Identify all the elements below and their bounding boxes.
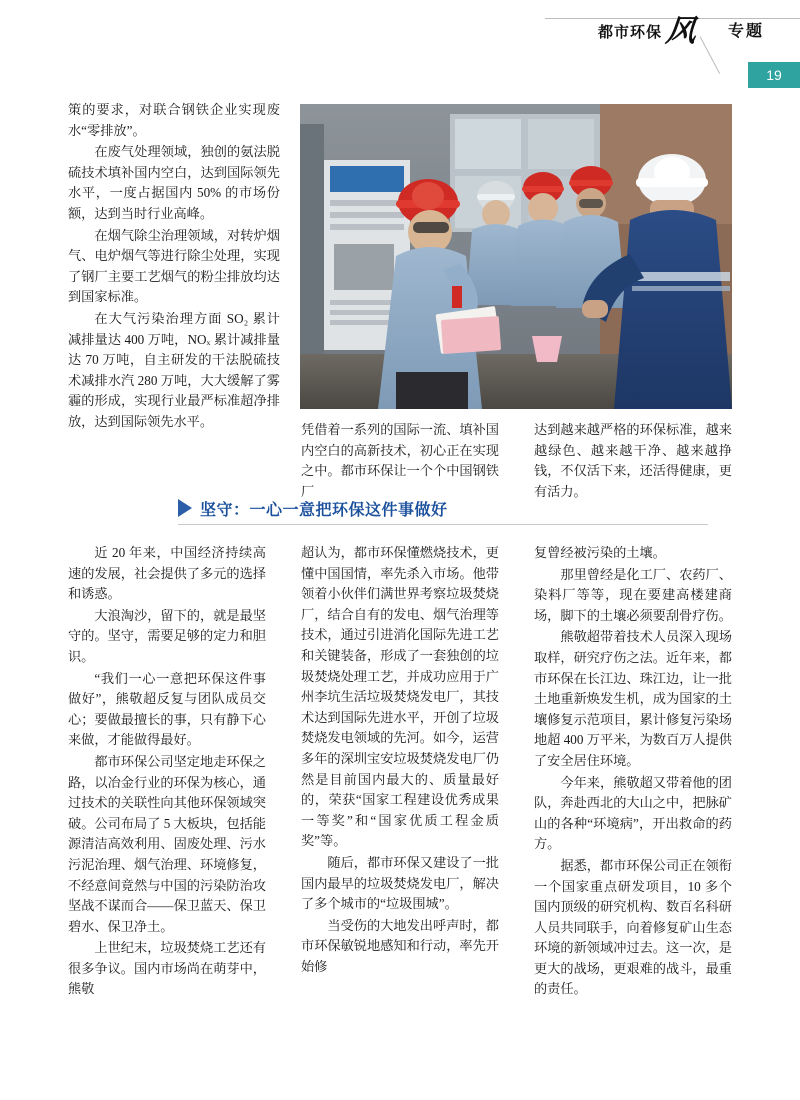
mid-strip — [68, 420, 732, 499]
section-tag: 专题 — [728, 23, 765, 40]
triangle-marker-icon — [178, 499, 192, 517]
page-number-badge: 19 — [748, 62, 800, 88]
top-left-text-column — [68, 100, 280, 434]
bottom-column-2 — [301, 543, 499, 978]
bottom-zone — [68, 543, 732, 1063]
masthead-logo-icon: 风 — [664, 15, 698, 48]
paragraph: 近 20 年来，中国经济持续高速的发展，社会提供了多元的选择和诱惑。 — [68, 545, 266, 602]
paragraph: 超认为，都市环保懂燃烧技术，更懂中国国情，率先杀入市场。他带领着小伙伴们满世界考察垃圾焚烧厂，结合自有的发电、烟气治理等技术，通过引进消化国际先进工艺和关键装备，形成了一套独创的垃圾焚烧处理工艺，并成功应用于广州李坑生活垃圾焚烧发电厂，其技术达到国际先进水平，开创了垃圾焚烧发电领域的先河。如今，运营多年的深圳宝安垃圾焚烧发电厂仍然是目前国内最大的、质量最好的，荣获“国家工程建设优秀成果一等奖”和“国家优质工程金质奖”等。 — [301, 545, 499, 849]
paragraph: 大浪淘沙，留下的，就是最坚守的。坚守，需要足够的定力和胆识。 — [68, 607, 266, 664]
paragraph: 策的要求，对联合钢铁企业实现废水“零排放”。 — [68, 102, 280, 138]
masthead — [598, 14, 696, 50]
paragraph: 那里曾经是化工厂、农药厂、染料厂等等，现在要建高楼建商场，脚下的土壤必须要刮骨疗伤。 — [534, 566, 732, 623]
mid-column-2 — [301, 420, 499, 503]
paragraph: 凭借着一系列的国际一流、填补国内空白的高新技术，初心正在实现之中。都市环保让一个个中国钢铁厂 — [301, 422, 499, 499]
top-zone — [68, 100, 732, 429]
mid-column-3 — [534, 420, 732, 503]
bottom-column-1 — [68, 543, 266, 1001]
paragraph: 都市环保公司坚定地走环保之路，以冶金行业的环保为核心，通过技术的关联性向其他环保领域突破。公司布局了 5 大板块，包括能源清洁高效利用、固废处理、污水污泥治理、烟气治理、环境修复，不经意间竟然与中国的污染防治攻坚战不谋而合——保卫蓝天、保卫碧水、保卫净土。 — [68, 753, 266, 934]
paragraph: “我们一心一意把环保这件事做好”，熊敬超反复与团队成员交心；要做最擅长的事，只有静下心来做，才能做得最好。 — [68, 670, 266, 748]
page-header — [0, 0, 800, 92]
paragraph: 复曾经被污染的土壤。 — [534, 545, 666, 560]
site-photo — [300, 104, 732, 409]
paragraph: 在烟气除尘治理领域，对转炉烟气、电炉烟气等进行除尘处理，实现了钢厂主要工艺烟气的粉尘排放均达到国家标准。 — [68, 227, 280, 305]
paragraph: 随后，都市环保又建设了一批国内最早的垃圾焚烧发电厂，解决了多个城市的“垃圾围城”。 — [301, 854, 499, 912]
paragraph: 在废气处理领域，独创的氨法脱硫技术填补国内空白，达到国际领先水平，一度占据国内 50% 的市场份额，达到当时行业高峰。 — [68, 144, 280, 221]
paragraph: 熊敬超带着技术人员深入现场取样，研究疗伤之法。近年来，都市环保在长江边、珠江边，让一批土地重新焕发生机，成为国家的土壤修复示范项目，累计修复污染场地超 400 万平米，为数百万人提供了安全居住环境。 — [534, 629, 732, 768]
bottom-column-3 — [534, 543, 732, 1001]
subheadline-text: 坚守：一心一意把环保这件事做好 — [200, 502, 448, 519]
paragraph: 达到越来越严格的环保标准，越来越绿色、越来越干净、越来越挣钱，不仅活下来，还活得健康，更有活力。 — [534, 422, 732, 499]
subheadline-divider — [178, 524, 708, 525]
paragraph: 今年来，熊敬超又带着他的团队，奔赴西北的大山之中，把脉矿山的各种“环境病”，开出救命的药方。 — [534, 774, 732, 852]
header-diagonal-rule — [700, 36, 721, 74]
masthead-title: 都市环保 — [598, 23, 663, 41]
paragraph: 上世纪末，垃圾焚烧工艺还有很多争议。国内市场尚在萌芽中，熊敬 — [68, 940, 266, 997]
paragraph: 当受伤的大地发出呼声时，都市环保敏锐地感知和行动，率先开始修 — [301, 917, 499, 974]
paragraph: 在大气污染治理方面 SO₂ 累计减排量达 400 万吨，NOₓ 累计减排量达 70 万吨，自主研发的干法脱硫技术减排水汽 280 万吨，大大缓解了雾霾的形成，实现行业最严标准超净排放，达到国际领先水平。 — [68, 310, 280, 429]
paragraph: 据悉，都市环保公司正在领衔一个国家重点研发项目，10 多个国内顶级的研究机构、数百名科研人员共同联手，向着修复矿山生态环境的新领域冲过去。这一次，是更大的战场，更艰难的战斗，最重的责任。 — [534, 857, 732, 997]
subheadline — [68, 497, 732, 531]
